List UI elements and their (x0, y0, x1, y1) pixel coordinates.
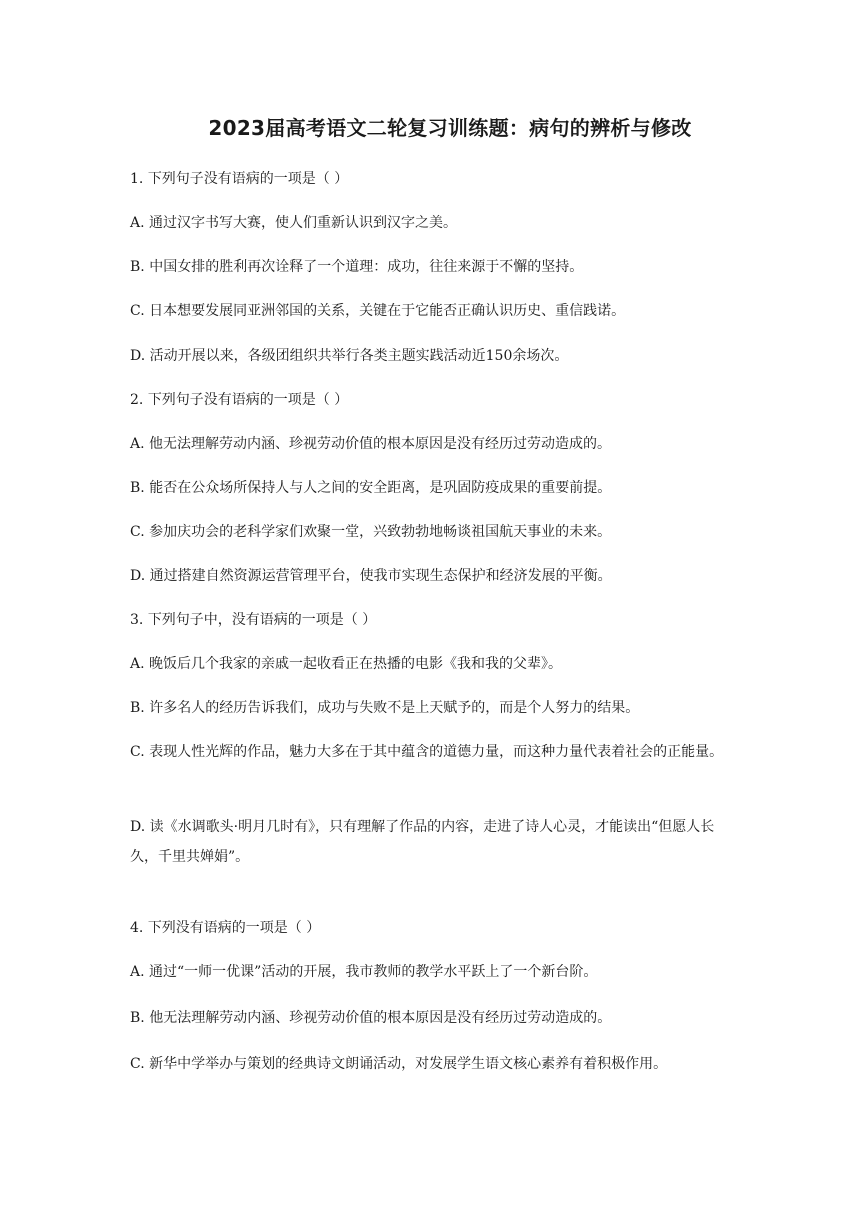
question-text: 下列句子没有语病的一项是（ ） (147, 392, 349, 408)
option-line (130, 208, 740, 238)
option-line (130, 693, 740, 723)
option-text: 通过汉字书写大赛，使人们重新认识到汉字之美。 (149, 215, 458, 231)
option-letter: B. (130, 700, 145, 716)
option-text: 他无法理解劳动内涵、珍视劳动价值的根本原因是没有经历过劳动造成的。 (149, 436, 612, 452)
option-text: 他无法理解劳动内涵、珍视劳动价值的根本原因是没有经历过劳动造成的。 (149, 1010, 612, 1026)
option-letter: B. (130, 259, 145, 275)
option-text: 活动开展以来，各级团组织共举行各类主题实践活动近150余场次。 (149, 348, 569, 364)
option-text: 新华中学举办与策划的经典诗文朗诵活动，对发展学生语文核心素养有着积极作用。 (149, 1056, 668, 1072)
option-letter: C. (130, 744, 145, 760)
option-text: 晚饭后几个我家的亲戚一起收看正在热播的电影《我和我的父辈》。 (149, 656, 563, 672)
option-line (130, 296, 740, 326)
option-line (130, 1049, 740, 1079)
question-number: 3. (130, 612, 144, 628)
option-line (130, 1003, 740, 1033)
option-letter: A. (130, 215, 145, 231)
option-letter: D. (130, 348, 146, 364)
option-line (130, 812, 740, 872)
question-number: 2. (130, 392, 144, 408)
option-text: 通过搭建自然资源运营管理平台，使我市实现生态保护和经济发展的平衡。 (149, 568, 612, 584)
option-line (130, 957, 740, 987)
question-stem (130, 605, 740, 635)
option-text: 参加庆功会的老科学家们欢聚一堂，兴致勃勃地畅谈祖国航天事业的未来。 (149, 524, 612, 540)
option-letter: B. (130, 480, 145, 496)
option-text: 读《水调歌头·明月几时有》，只有理解了作品的内容，走进了诗人心灵，才能读出“但愿人长久，千里共婵娟”。 (130, 819, 715, 865)
option-letter: A. (130, 656, 145, 672)
option-line (130, 649, 740, 679)
question-text: 下列句子没有语病的一项是（ ） (147, 171, 349, 187)
option-letter: A. (130, 964, 145, 980)
option-text: 许多名人的经历告诉我们，成功与失败不是上天赋予的，而是个人努力的结果。 (149, 700, 640, 716)
option-line (130, 737, 740, 767)
question-stem (130, 913, 740, 943)
option-line (130, 252, 740, 282)
option-letter: C. (130, 524, 145, 540)
question-text: 下列没有语病的一项是（ ） (147, 920, 321, 936)
option-letter: B. (130, 1010, 145, 1026)
option-line (130, 341, 740, 371)
option-letter: D. (130, 568, 146, 584)
option-line (130, 473, 740, 503)
option-line (130, 561, 740, 591)
question-stem (130, 164, 740, 194)
question-stem (130, 385, 740, 415)
option-line (130, 517, 740, 547)
option-text: 能否在公众场所保持人与人之间的安全距离，是巩固防疫成果的重要前提。 (149, 480, 612, 496)
option-text: 中国女排的胜利再次诠释了一个道理：成功，往往来源于不懈的坚持。 (149, 259, 584, 275)
question-number: 1. (130, 171, 144, 187)
option-letter: C. (130, 303, 145, 319)
option-letter: C. (130, 1056, 145, 1072)
question-text: 下列句子中，没有语病的一项是（ ） (147, 612, 377, 628)
option-text: 表现人性光辉的作品，魅力大多在于其中蕴含的道德力量，而这种力量代表着社会的正能量。 (149, 744, 724, 760)
question-number: 4. (130, 920, 144, 936)
option-text: 通过“一师一优课”活动的开展，我市教师的教学水平跃上了一个新台阶。 (149, 964, 598, 980)
option-text: 日本想要发展同亚洲邻国的关系，关键在于它能否正确认识历史、重信践诺。 (149, 303, 626, 319)
option-line (130, 429, 740, 459)
option-letter: D. (130, 819, 146, 835)
document-title: 2023届高考语文二轮复习训练题：病句的辨析与修改 (208, 116, 692, 140)
option-letter: A. (130, 436, 145, 452)
